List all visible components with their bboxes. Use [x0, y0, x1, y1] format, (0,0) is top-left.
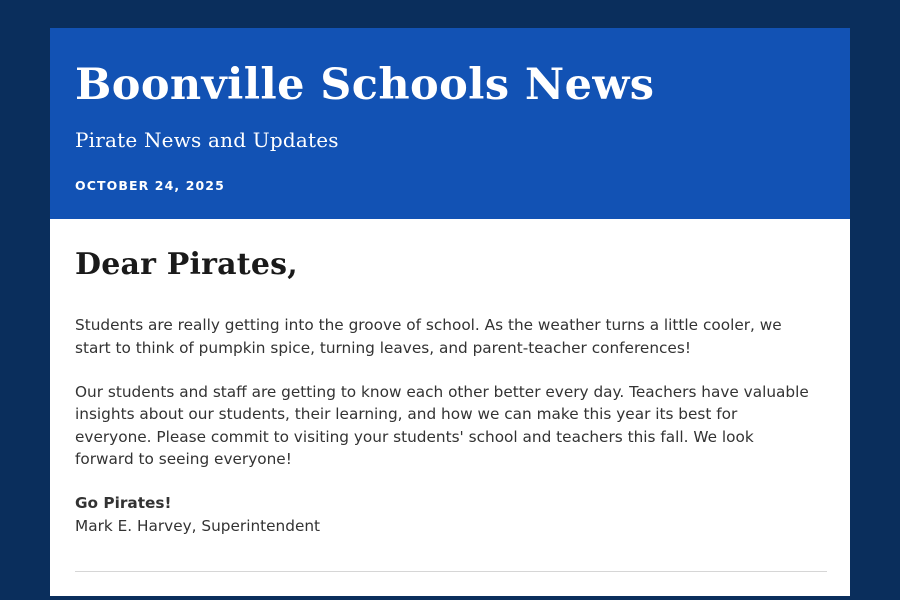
masthead-subtitle: Pirate News and Updates	[75, 128, 339, 153]
masthead-date: OCTOBER 24, 2025	[75, 178, 225, 194]
body-bottom-spacer	[75, 572, 825, 596]
letter-paragraph: Students are really getting into the groove of school. As the weather turns a little cooler, we start to think of pumpkin spice, turning leaves, and parent-teacher conferences!	[75, 316, 782, 357]
page-title: Boonville Schools News	[75, 60, 655, 110]
letter-greeting: Dear Pirates,	[75, 247, 298, 283]
page-left-margin	[0, 0, 22, 600]
newsletter-card	[50, 28, 850, 596]
letter-paragraph: Our students and staff are getting to know each other better every day. Teachers have valuable insights about our students, their learning, and how we can make this year its best for everyone. Please commit to visiting your students' school and teachers this fall. We look forward to seeing everyone!	[75, 383, 809, 469]
newsletter-masthead	[50, 28, 850, 219]
letter-signature: Mark E. Harvey, Superintendent	[75, 516, 321, 535]
page-right-margin	[888, 0, 900, 600]
letter-signoff: Go Pirates!	[75, 494, 172, 513]
letter-body	[50, 219, 850, 596]
